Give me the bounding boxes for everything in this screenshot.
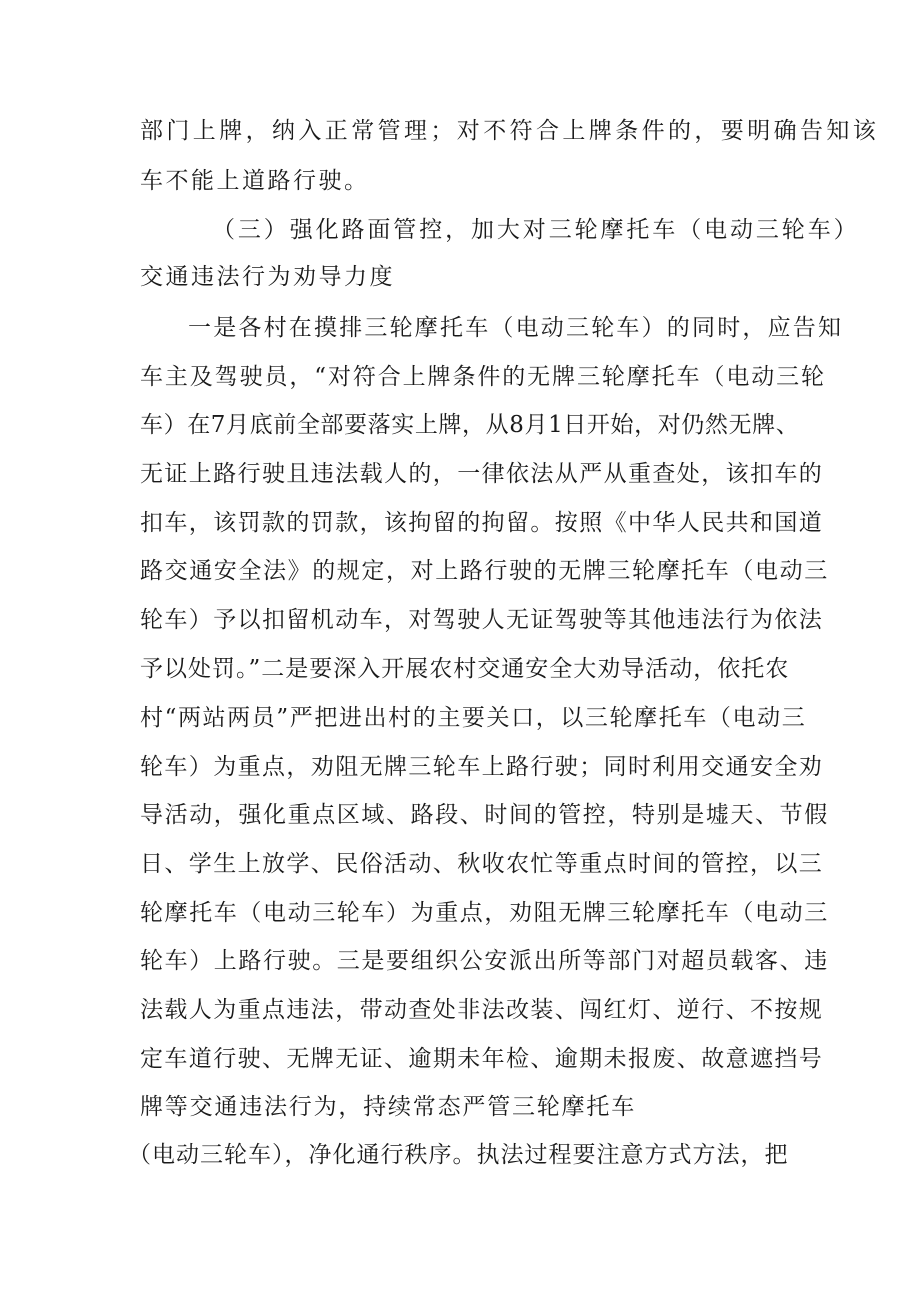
text-line: 予以处罚。”二是要深入开展农村交通安全大劝导活动，依托农 — [140, 656, 790, 682]
text-line: 轮摩托车（电动三轮车）为重点，劝阻无牌三轮摩托车（电动三 — [140, 900, 829, 926]
text-line: 车不能上道路行驶。 — [140, 168, 370, 194]
text-line: 轮车）予以扣留机动车，对驾驶人无证驾驶等其他违法行为依法 — [140, 607, 824, 633]
text-line: 日、学生上放学、民俗活动、秋收农忙等重点时间的管控，以三 — [140, 851, 824, 877]
text-line: 一是各村在摸排三轮摩托车（电动三轮车）的同时，应告知 — [188, 315, 844, 341]
text-line: 村“两站两员”严把进出村的主要关口，以三轮摩托车（电动三 — [140, 705, 807, 731]
section-heading: （三）强化路面管控，加大对三轮摩托车（电动三轮车） — [212, 217, 860, 243]
text-line: 部门上牌，纳入正常管理；对不符合上牌条件的，要明确告知该 — [140, 118, 880, 144]
section-heading: 交通违法行为劝导力度 — [140, 264, 395, 290]
text-line: 轮车）上路行驶。三是要组织公安派出所等部门对超员载客、违 — [140, 948, 829, 974]
text-line: 轮车）为重点，劝阻无牌三轮车上路行驶；同时利用交通安全劝 — [140, 754, 824, 780]
text-line: 导活动，强化重点区域、路段、时间的管控，特别是墟天、节假 — [140, 802, 829, 828]
text-line: 牌等交通违法行为，持续常态严管三轮摩托车 — [140, 1094, 636, 1120]
text-line: 车）在7月底前全部要落实上牌，从8月1日开始，对仍然无牌、 — [140, 412, 800, 438]
text-line: 无证上路行驶且违法载人的，一律依法从严从重查处，该扣车的 — [140, 461, 824, 487]
text-line: 定车道行驶、无牌无证、逾期未年检、逾期未报废、故意遮挡号 — [140, 1046, 824, 1072]
text-line: 路交通安全法》的规定，对上路行驶的无牌三轮摩托车（电动三 — [140, 558, 829, 584]
text-line: 法载人为重点违法，带动查处非法改装、闯红灯、逆行、不按规 — [140, 997, 824, 1023]
text-line: （电动三轮车），净化通行秩序。执法过程要注意方式方法，把 — [128, 1142, 789, 1168]
text-line: 车主及驾驶员，“对符合上牌条件的无牌三轮摩托车（电动三轮 — [140, 364, 826, 390]
text-line: 扣车，该罚款的罚款，该拘留的拘留。按照《中华人民共和国道 — [140, 510, 824, 536]
